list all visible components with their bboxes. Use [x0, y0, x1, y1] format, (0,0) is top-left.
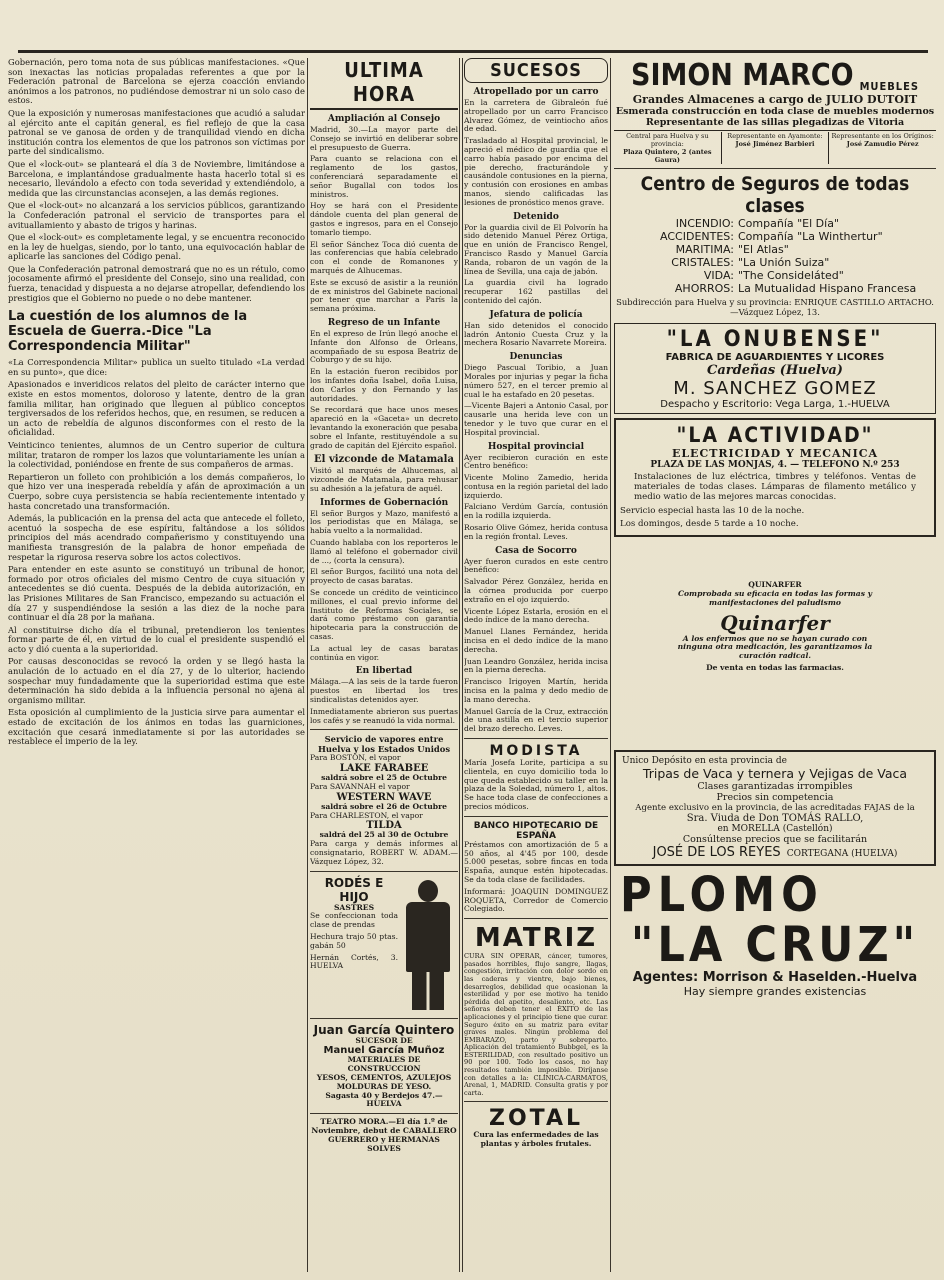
article-text: Apasionados e inveridicos relatos del pleito de carácter interno que existe en estos momentos, doloroso y latente, dentro de la gran familia militar, han originado que lleguen al público conceptos tergiversados de los referidos hechos, que, en resumen, se reducen a un acto de rebeldía de algunos disconformes con el resto de la oficialidad.	[8, 379, 305, 438]
ad-subtitle: SASTRES	[333, 902, 375, 912]
ad-title: MODISTA	[489, 743, 583, 760]
article-text: Al constituirse dicho día el tribunal, pretendieron los tenientes formar parte de él, en virtud de lo cual el presidente suspendió el acto y dió cuenta a la superioridad.	[8, 624, 305, 654]
article-text: Que el «lock-out» se planteará el día 3 de Noviembre, limitándose a Barcelona, e implantándose gradualmente hasta hacerlo total si es necesario, llevándolo a efecto con toda severidad y extendiéndolo, a medida que las circunstancias aconsejen, a las demás regiones.	[8, 158, 305, 198]
insurance-company: Compañía "La Winthertur"	[738, 230, 883, 243]
section-title: Jefatura de policía	[489, 309, 583, 320]
divider	[310, 1113, 458, 1114]
ad-text: Esmerada construcción en toda clase de muebles modernos	[615, 106, 935, 117]
ad-text: Clases garantizadas irrompibles	[697, 780, 853, 792]
ad-text: Precios sin competencia	[716, 791, 834, 803]
article-text: Han sido detenidos el conocido ladrón Antonio Cuesta Cruz y la mechera Rosario Navarrete Moreira.	[464, 320, 608, 348]
headline-escuela-guerra: La cuestión de los alumnos de la Escuela de Guerra.-Dice "La Correspondencia Militar"	[8, 309, 248, 355]
ad-text: Servicio especial hasta las 10 de la noche.	[620, 506, 805, 516]
ad-text: Para CHARLESTON, el vapor	[310, 810, 423, 820]
insurance-company: "The Consideláted"	[738, 269, 844, 282]
sucesos-header: SUCESOS	[464, 58, 608, 83]
article-text: Cuando hablaba con los reporteros le llamó al teléfono el gobernador civil de ..., (corta la censura).	[310, 538, 458, 565]
insurance-type: AHORROS:	[674, 282, 734, 295]
article-text: En el expreso de Irún llegó anoche el Infante don Alfonso de Orleans, acompañado de su esposa Beatriz de Coburgo y de su hijo.	[310, 328, 458, 365]
insurance-type: VIDA:	[703, 269, 734, 282]
ad-title: "LA CRUZ"	[630, 916, 920, 973]
quinarfer-ad	[675, 581, 875, 673]
ad-text: Instalaciones de luz eléctrica, timbres y teléfonos. Ventas de materiales de todas clases. Lámparas de filamento metálico y medio watio de las mejores marcas conocidas.	[634, 472, 916, 502]
ad-name: M. SANCHEZ GOMEZ	[673, 378, 877, 399]
insurance-row	[614, 269, 936, 282]
ad-title: Tripas de Vaca y ternera y Vejigas de Vaca	[642, 765, 908, 781]
ad-text: Hay siempre grandes existencias	[683, 984, 867, 998]
article-text: Trasladado al Hospital provincial, le apreció el médico de guardia que el carro había pasado por encima del pie derecho, fracturándole y causándole contusiones en la pierna, y contusión con erosiones en ambas manos, siendo calificadas las lesiones de pronóstico menos grave.	[464, 136, 608, 207]
section-title: En libertad	[355, 666, 413, 677]
section-title: Informes de Gobernación	[319, 497, 449, 508]
article-text: Esta oposición al cumplimiento de la justicia sirve para aumentar el estado de excitación de los ánimos en todas las guarniciones, excitación que cesará inmediatamente si por las autoridades se restablece el imperio de la ley.	[8, 707, 305, 747]
onubense-ad	[614, 323, 936, 414]
teatro-notice: TEATRO MORA.—El día 1.º de Noviembre, debut de CABALLERO GUERRERO y HERMANAS SOLVES	[311, 1117, 457, 1153]
ad-subtitle: Grandes Almacenes a cargo de JULIO DUTOIT	[632, 93, 918, 106]
article-text: Hoy se hará con el Presidente dándole cuenta del plan general de gastos e ingresos, para en el Consejo tomarlo tiempo.	[310, 201, 458, 237]
section-title: Regreso de un Infante	[327, 317, 441, 328]
plomo-ad	[614, 866, 936, 998]
ad-title: ZOTAL	[489, 1106, 583, 1132]
ad-name: Manuel García Muñoz	[323, 1045, 445, 1057]
article-text: Falciano Verdúm García, contusión en la rodilla izquierda.	[464, 502, 608, 521]
ultima-hora-header: ULTIMA HORA	[310, 58, 458, 110]
article-text: Para cuanto se relaciona con el reglamento de los gastos, conferenciará separadamente el señor Bugallal con todos los ministros.	[310, 154, 458, 199]
ad-text: Unico Depósito en esta provincia de	[622, 755, 787, 766]
ad-text: Para BOSTON, el vapor	[310, 753, 401, 763]
article-text: —Vicente Bajeri a Antonio Casal, por causarle una herida leve con un tenedor y le tuvo que curar en el Hospital provincial.	[464, 401, 608, 437]
ad-title: Centro de Seguros de todas clases	[640, 173, 910, 217]
ad-title: "LA ACTIVIDAD"	[676, 423, 874, 447]
ad-subtitle: QUINARFER	[748, 580, 802, 590]
article-text: «La Correspondencia Militar» publica un suelto titulado «La verdad en su punto», que dice:	[8, 357, 305, 377]
ad-text: Plaza Quintero, 2 (antes Gaura)	[623, 148, 712, 164]
article-text: Gobernación, pero toma nota de sus públicas manifestaciones. «Que son inexactas las noticias propaladas referentes a que por la Federación patronal de Barcelona se ejerza coacción enviando anónimos a los patronos, no pudiéndose demostrar ni un solo caso de estos.	[8, 58, 305, 106]
article-text: Que la Confederación patronal demostrará que no es un rétulo, como jocosamente afirmó el presidente del Consejo, sino una realidad, con fuerza, tenacidad y dispuesta a no dejarse atropellar, defendiendo los prestigios que el Gobierno no puede o no debe mantener.	[8, 263, 305, 303]
seguros-ad	[614, 173, 936, 317]
article-text: Veinticinco tenientes, alumnos de un Centro superior de cultura militar, trataron de romper los lazos que voluntariamente les unían a la colectividad, poniéndose en frente de sus compañeros de armas.	[8, 440, 305, 470]
article-text: Por la guardia civil de El Polvorín ha sido detenido Manuel Pérez Ortiga, que en unión de Francisco Rengel, Francisco Rasdo y Manuel García Randa, robaron de un vagón de la línea de Sevilla, una caja de jabón.	[464, 222, 608, 276]
divider	[310, 871, 458, 872]
ad-text: Central para Huelva y su provincia:	[626, 132, 709, 148]
article-text: Málaga.—A las seis de la tarde fueron puestos en libertad los tres sindicalistas detenidos ayer.	[310, 677, 458, 705]
insurance-company: La Mutualidad Hispano Francesa	[738, 282, 917, 295]
insurance-row	[614, 282, 936, 295]
ad-text: Hechura trajo 50 ptas. gabán 50	[310, 931, 398, 950]
article-text: Repartieron un folleto con prohibición a los demás compañeros, lo que hizo ver una inesperada rebeldía y afán de aproximación a un Cuerpo, sobre cuya persistencia se había recientemente intentado y hasta concretado una transformación.	[8, 471, 305, 511]
ad-address: Sagasta 40 y Berdejos 47.—HUELVA	[325, 1090, 443, 1109]
ad-title: Juan García Quintero	[313, 1022, 455, 1037]
ad-text: Agente exclusivo en la provincia, de las acreditadas FAJAS de la	[635, 802, 915, 813]
section-title: Atropellado por un carro	[473, 87, 599, 97]
ad-text: Representante en los Oríginos:	[831, 132, 934, 140]
article-text: Manuel Llanes Fernández, herida incisa en el dedo índice de la mano derecha.	[464, 627, 608, 654]
insurance-type: MARITIMA:	[675, 243, 734, 256]
article-text: El señor Burgos y Mazo, manifestó a los periodistas que en Málaga, se había vuelto a la normalidad.	[310, 508, 458, 536]
ad-text: José Jiménez Barbieri	[735, 140, 815, 148]
divider	[464, 1101, 608, 1102]
article-text: Se recordará que hace unos meses apareció en la «Gaceta» un decreto levantando la exoneración que pesaba sobre el Infante, restituyéndole a su grado de capitán del Ejército español.	[310, 405, 458, 450]
article-text: Que el «lock-out» es completamente legal, y se encuentra reconocido en la ley de huelgas, siendo, por lo tanto, una equivocación hablar de aplicarle las sanciones del Código penal.	[8, 232, 305, 262]
article-text: Se concede un crédito de veinticinco millones, el cual previo informe del Instituto de Reformas Sociales, se dará como préstamo con garantía hipotecaria para la construcción de casas.	[310, 588, 458, 642]
article-text: Manuel García de la Cruz, extracción de una astilla en el tercio superior del brazo derecho. Leves.	[464, 706, 608, 734]
ship-name: WESTERN WAVE	[336, 791, 432, 803]
ad-subtitle: FABRICA DE AGUARDIENTES Y LICORES	[665, 352, 885, 363]
column-ads	[614, 58, 936, 1272]
article-text: Juan Leandro González, herida incisa en la pierna derecha.	[464, 656, 608, 675]
section-title: Hospital provincial	[487, 441, 585, 452]
ad-text: José Zamudio Pérez	[846, 140, 919, 148]
ad-text: en MORELLA (Castellón)	[717, 823, 833, 834]
ad-text: Para carga y demás informes al consignatario, ROBERT W. ADAM.—Vázquez López, 32.	[310, 839, 458, 866]
blank-space	[614, 676, 936, 746]
ad-text: De venta en todas las farmacias.	[706, 662, 844, 672]
simon-marco-ad	[614, 58, 936, 164]
section-title: Denuncias	[509, 352, 563, 363]
divider	[310, 1018, 458, 1019]
article-text: Vicente López Estarla, erosión en el dedo índice de la mano derecha.	[464, 606, 608, 625]
ad-text: Préstamos con amortización de 5 a 50 años, al 4'45 por 100, desde 5.000 pesetas, sobre fincas en toda España, aunque estén hipotecadas. Se da toda clase de facilidades.	[464, 839, 608, 884]
top-rule	[18, 50, 928, 53]
ad-text: Subdirección para Huelva y su provincia: ENRIQUE CASTILLO ARTACHO.—Vázquez López, 13.	[616, 297, 934, 317]
ad-text: Para SAVANNAH el vapor	[310, 782, 410, 792]
ad-subtitle: SUCESOR DE	[355, 1035, 413, 1045]
ad-title: "LA ONUBENSE"	[666, 327, 884, 352]
divider	[614, 168, 936, 169]
ad-address: PLAZA DE LAS MONJAS, 4. — TELEFONO N.º 253	[650, 460, 900, 470]
ad-text: Los domingos, desde 5 tarde a 10 noche.	[620, 518, 799, 529]
article-text: El señor Sánchez Toca dió cuenta de las conferencias que había celebrado con el conde de Romanones y marqués de Alhucemas.	[310, 239, 458, 275]
article-text: Ayer recibieron curación en este Centro benéfico:	[464, 452, 608, 471]
ad-text: Sra. Viuda de Don TOMÁS RALLO,	[686, 812, 864, 824]
divider	[464, 738, 608, 739]
ad-text: CURA SIN OPERAR, cáncer, tumores, pasados horribles, flujo sangre, llagas, congestión, irritación con dolor sordo en las caderas y vientre, bajo bienes, desarreglos, debilidad que ocasionan la esterilidad y por ese motivo ha tenido pérdida del apetito, desaliento, etc. Las señoras deben tener el ÉXITO de las aplicaciones y el principio tiene que curar. Seguro éxito en su matriz para evitar graves males. Ningún problema del EMBARAZO, parto y sobreparto. Aplicación del tratamiento Bubbgel, es la ESTERILIDAD, con resultado positivo un 90 por 100. Todo los casos, no hay resultados también imposible. Diríjanse con detalles a la: CLÍNICA-CARMATOS, Arenal, 1, MADRID. Consulta gratis y por carta.	[464, 952, 608, 1097]
divider	[310, 729, 458, 730]
ad-title: BANCO HIPOTECARIO DE ESPAÑA	[473, 820, 599, 841]
article-text: Además, la publicación en la prensa del acta que antecede el folleto, acentuó la sospecha de ese espíritu, faltándose a los sólidos principios del más acendrado compañerismo y constituyendo una manifiesta transgresión de la palabra de honor empeñada de respetar la rigurosa reserva sobre los actos colectivos.	[8, 513, 305, 562]
insurance-company: "La Unión Suiza"	[738, 256, 830, 269]
article-text: Para entender en este asunto se constituyó un tribunal de honor, formado por otros oficiales del mismo Centro de cuya situación y antecedentes se dió cuenta. Después de la debida autorización, en las Prisiones Militares de San Francisco, empezando su actuación el día 27 y suspendiéndose la sesión a las diez de la noche para continuar el día 28 por la mañana.	[8, 564, 305, 623]
ad-text: Agentes: Morrison & Haselden.-Huelva	[632, 969, 918, 985]
ad-address: Despacho y Escritorio: Vega Larga, 1.-HUELVA	[660, 399, 890, 410]
insurance-company: Compañía "El Día"	[738, 217, 840, 230]
ad-title: SIMON MARCO	[631, 58, 854, 93]
ad-text: Representante de las sillas plegadizas de Vitoria	[645, 117, 905, 128]
column-3	[310, 58, 458, 1272]
insurance-type: ACCIDENTES:	[660, 230, 734, 243]
article-text: Rosario Olive Gómez, herida contusa en la región frontal. Leves.	[464, 523, 608, 541]
insurance-company: "El Atlas"	[738, 243, 789, 256]
ad-place: CORTEGANA (HUELVA)	[786, 848, 898, 859]
ad-text: Cura las enfermedades de las plantas y árboles frutales.	[473, 1130, 599, 1149]
ad-text: Consúltense precios que se facilitarán	[682, 833, 868, 845]
section-title: Ampliación al Consejo	[327, 114, 441, 124]
insurance-row	[614, 243, 936, 256]
article-text: Vicente Molino Zamedio, herida contusa en la región parietal del lado izquierdo.	[464, 473, 608, 500]
column-divider	[610, 58, 611, 1272]
article-text: En la carretera de Gibraleón fué atropellado por un carro Francisco Alvarez Gómez, de veintiocho años de edad.	[464, 98, 608, 134]
ad-address: Hernán Cortés, 3. HUELVA	[310, 952, 398, 971]
article-text: El señor Burgos, facilitó una nota del proyecto de casas baratas.	[310, 567, 458, 586]
ad-name: JOSÉ DE LOS REYES	[652, 844, 781, 860]
ad-text: saldrá sobre el 26 de Octubre	[321, 801, 447, 811]
insurance-type: INCENDIO:	[675, 217, 734, 230]
ad-text: Se confeccionan toda clase de prendas	[310, 911, 398, 930]
ad-title: Quinarfer	[720, 610, 830, 635]
divider	[464, 816, 608, 817]
ad-text: Informará: JOAQUIN DOMINGUEZ ROQUETA, Corredor de Comercio Colegiado.	[464, 886, 608, 914]
article-text: Diego Pascual Toribio, a Juan Morales por injurias y pegar la ficha número 527, en el tercer premio al cual le ha estafado en 20 pesetas.	[464, 363, 608, 399]
ship-name: LAKE FARABEE	[339, 763, 429, 775]
article-text: Visitó al marqués de Alhucemas, al vizconde de Matamala, para rehusar su adhesión a la jefatura de aquél.	[310, 466, 458, 493]
ad-title: MUEBLES	[859, 80, 919, 93]
column-divider	[307, 58, 308, 1272]
section-title: El vizconde de Matamala	[314, 454, 454, 466]
insurance-row	[614, 230, 936, 243]
ad-text: A los enfermos que no se hayan curado con ninguna otra medicación, les garantizamos la curación radical.	[677, 633, 873, 661]
insurance-row	[614, 256, 936, 269]
blank-space	[614, 541, 936, 581]
divider	[464, 918, 608, 919]
ad-text: Representante en Ayamonte:	[727, 132, 823, 140]
section-title: Casa de Socorro	[495, 545, 577, 556]
tripas-ad	[614, 750, 936, 866]
article-text: Por causas desconocidas se revocó la orden y se llegó hasta la anulación de lo actuado en el día 27, y de lo ulterior, haciendo sospechar muy fundadamente que la superioridad estima que este determinación ha sido debida a la influencia personal no ajena al organismo militar.	[8, 656, 305, 705]
article-text: Salvador Pérez González, herida en la córnea producida por cuerpo extraño en el ojo izquierdo.	[464, 577, 608, 604]
article-text: La guardia civil ha logrado recuperar 162 pastillas del contenido del cajón.	[464, 278, 608, 305]
ad-text: YESOS, CEMENTOS, AZULEJOS MOLDURAS DE YESO.	[316, 1072, 452, 1091]
article-text: Inmediatamente abrieron sus puertas los cafés y se reanudó la vida normal.	[310, 706, 458, 725]
article-text: La actual ley de casas baratas continúa en vigor.	[310, 643, 458, 662]
rodes-ad	[310, 876, 458, 1014]
ad-text: saldrá del 25 al 30 de Octubre	[319, 830, 449, 840]
column-sucesos	[464, 58, 608, 1272]
ad-title: MATRIZ	[474, 923, 598, 954]
actividad-ad	[614, 418, 936, 537]
insurance-type: CRISTALES:	[671, 256, 734, 269]
ad-place: Cardeñas (Huelva)	[707, 363, 843, 378]
ad-text: María Josefa Lorite, participa a su clientela, en cuyo domicilio toda lo que queda establecido su taller en la plaza de la Soledad, número 1, altos. Se hace toda clase de confecciones a precios módicos.	[464, 758, 608, 811]
column-divider	[459, 58, 460, 1272]
article-text: Que el «lock-out» no alcanzará a los servicios públicos, garantizando la Confederación patronal el servicio de transportes para el avituallamiento y abasto de trigos y harinas.	[8, 200, 305, 230]
article-text: Ayer fueron curados en este centro benéfico:	[464, 556, 608, 575]
article-text: Francisco Irigoyen Martín, herida incisa en la palma y dedo medio de la mano derecha.	[464, 677, 608, 704]
article-text: Este se excusó de asistir a la reunión de ex ministros del Gabinete nacional por tener que marchar a París la semana próxima.	[310, 277, 458, 314]
article-text: En la estación fueron recibidos por los infantes doña Isabel, doña Luisa, don Carlos y don Fernando y las autoridades.	[310, 367, 458, 403]
ad-title: PLOMO	[620, 866, 824, 923]
tailor-figure-icon	[398, 880, 458, 1010]
insurance-row	[614, 217, 936, 230]
ad-title: RODÉS E HIJO	[324, 875, 384, 904]
ad-text: saldrá sobre el 25 de Octubre	[321, 773, 447, 783]
ad-text: MATERIALES DE CONSTRUCCION	[347, 1055, 421, 1074]
article-text: Madrid, 30.—La mayor parte del Consejo se invirtió en deliberar sobre el presupuesto de Guerra.	[310, 125, 458, 152]
insurance-list	[614, 217, 936, 295]
section-title: Detenido	[513, 211, 559, 222]
ship-name: TILDA	[366, 820, 402, 832]
ad-subtitle: ELECTRICIDAD Y MECANICA	[671, 447, 879, 460]
ad-text: Comprobada su eficacia en todas las formas y manifestaciones del paludismo	[677, 588, 873, 607]
column-divider	[462, 58, 463, 1272]
ad-title: Servicio de vapores entre Huelva y los Estados Unidos	[317, 734, 451, 755]
column-1	[8, 58, 305, 1272]
article-text: Que la exposición y numerosas manifestaciones que acudió a saludar al ejército ante el capitán general, es fiel reflejo de que la casa patronal se ve ganosa de orden y de tranquilidad viendo en dicha institución contra los elementos de que los patronos son víctimas por parte del sindicalismo.	[8, 107, 305, 157]
